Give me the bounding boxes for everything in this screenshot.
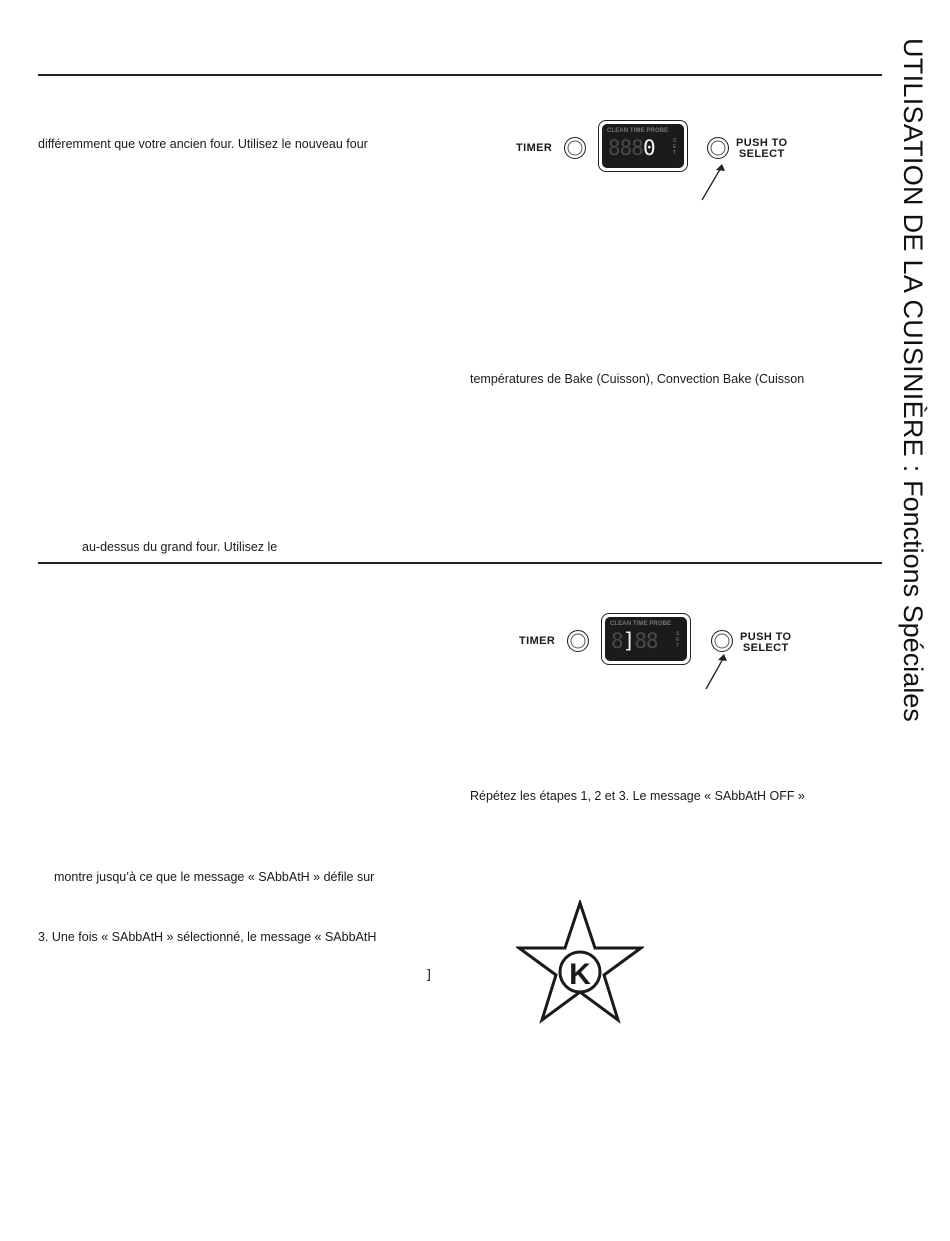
side-title-bold: UTILISATION DE LA CUISINIÈRE : [898,38,928,473]
side-title-light: Fonctions Spéciales [898,472,928,722]
display-digits: 8880 [608,136,655,160]
timer-knob[interactable] [564,137,586,159]
push-to-select-label-2: PUSH TO SELECT [740,631,792,654]
star-k-letter: K [569,958,591,991]
timer-knob-2[interactable] [567,630,589,652]
section1-bottom-text: au-dessus du grand four. Utilisez le [82,540,278,554]
display-glyph: ] [425,968,433,983]
section2-right-text: Répétez les étapes 1, 2 et 3. Le message « SAbbAtH OFF » [470,789,805,803]
section2-left-text-1: montre jusqu’à ce que le message « SAbbAtH » défile sur [54,870,375,884]
timer-label-2: TIMER [519,635,556,647]
oven-display [598,120,688,172]
display-digits-2: 8]88 [611,629,658,653]
section1-left-text: différemment que votre ancien four. Utilisez le nouveau four [38,137,368,151]
control-panel-1 [514,118,814,208]
side-section-title [885,38,935,858]
display-labels: CLEAN TIME PROBE [607,128,669,134]
section2-left-text-2: 3. Une fois « SAbbAtH » sélectionné, le message « SAbbAtH [38,930,377,944]
control-panel-2 [516,611,816,701]
push-to-select-knob[interactable] [707,137,729,159]
display-set-label-2: S E T [676,631,680,649]
pointer-arrow-1 [694,160,734,204]
pointer-arrow-2 [698,649,738,693]
section1-right-text: températures de Bake (Cuisson), Convection Bake (Cuisson [470,372,805,386]
star-k-kosher-logo [516,900,644,1024]
section-divider-middle [38,562,882,564]
display-set-label: S E T [673,138,677,156]
timer-label: TIMER [516,142,553,154]
display-labels-2: CLEAN TIME PROBE [610,621,672,627]
oven-display-2 [601,613,691,665]
push-to-select-label: PUSH TO SELECT [736,137,788,160]
section-divider-top [38,74,882,76]
